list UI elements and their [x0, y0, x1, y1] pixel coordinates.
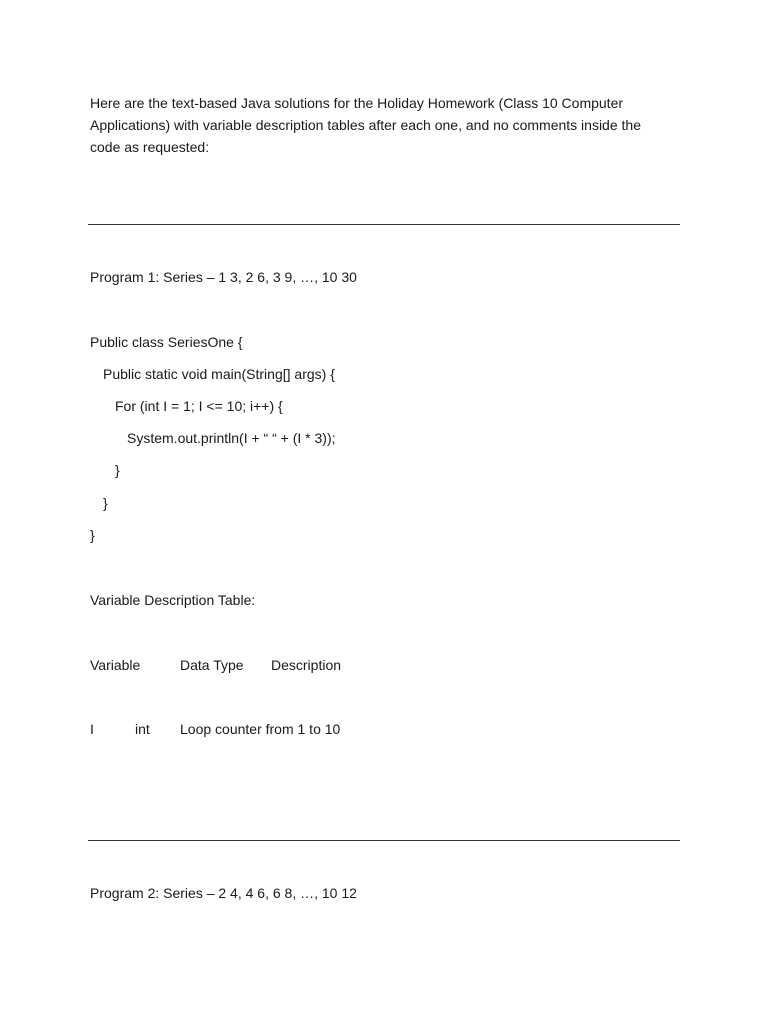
table-cell-data-type: int	[135, 721, 150, 737]
intro-line-1: Here are the text-based Java solutions for the Holiday Homework (Class 10 Computer	[90, 95, 624, 111]
code-line: Public class SeriesOne {	[90, 334, 243, 350]
code-line: }	[115, 462, 120, 478]
code-line: System.out.println(I + “ “ + (I * 3));	[127, 430, 336, 446]
horizontal-divider	[88, 840, 680, 841]
intro-line-3: code as requested:	[90, 139, 210, 155]
code-line: }	[103, 495, 108, 511]
code-line: Public static void main(String[] args) {	[103, 366, 335, 382]
intro-paragraph	[90, 92, 690, 158]
code-line: }	[90, 527, 95, 543]
table-cell-variable: I	[90, 721, 94, 737]
table-cell-description: Loop counter from 1 to 10	[180, 721, 341, 737]
program-2-heading: Program 2: Series – 2 4, 4 6, 6 8, …, 10 12	[90, 885, 357, 901]
table-header-description: Description	[271, 657, 342, 673]
code-line: For (int I = 1; I <= 10; i++) {	[115, 398, 283, 414]
table-header-data-type: Data Type	[180, 657, 244, 673]
variable-table-title: Variable Description Table:	[90, 592, 256, 608]
horizontal-divider	[88, 224, 680, 225]
intro-line-2: Applications) with variable description tables after each one, and no comments inside the	[90, 117, 641, 133]
program-1-heading: Program 1: Series – 1 3, 2 6, 3 9, …, 10 30	[90, 269, 357, 285]
table-header-variable: Variable	[90, 657, 141, 673]
